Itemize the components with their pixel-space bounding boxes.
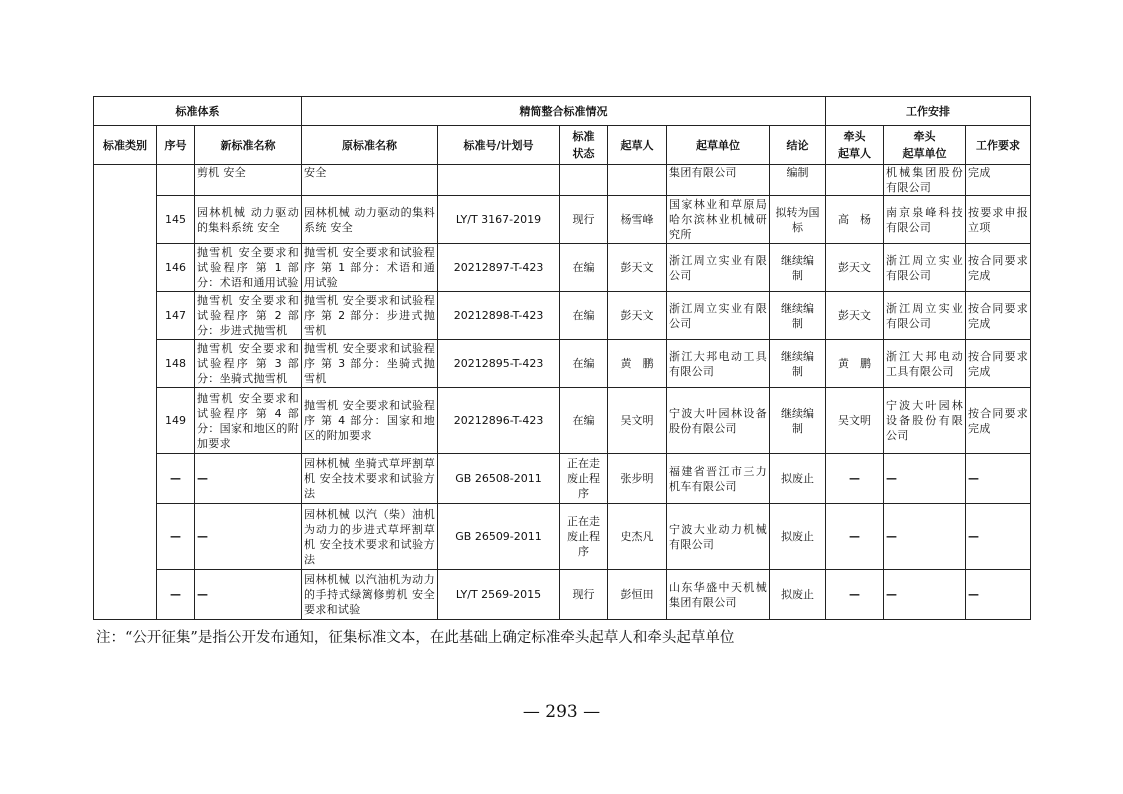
status-cell: 在编 [560, 388, 608, 454]
column-header: 新标准名称 [195, 126, 302, 165]
column-header: 牵头 起草单位 [884, 126, 966, 165]
standard-number-cell: LY/T 2569-2015 [438, 570, 560, 620]
column-header: 结论 [770, 126, 826, 165]
seq-cell: 145 [157, 196, 195, 244]
conclusion-cell: 继续编制 [770, 340, 826, 388]
seq-cell: 146 [157, 244, 195, 292]
original-standard-name-cell: 安全 [302, 165, 438, 196]
table-row [94, 244, 1031, 292]
seq-cell [157, 165, 195, 196]
drafting-unit-cell: 宁波大叶园林设备股份有限公司 [667, 388, 770, 454]
lead-unit-cell: 机械集团股份有限公司 [884, 165, 966, 196]
group-header-standard-system: 标准体系 [94, 97, 302, 126]
work-requirement-cell: 完成 [966, 165, 1031, 196]
column-header: 工作要求 [966, 126, 1031, 165]
status-cell: 在编 [560, 340, 608, 388]
conclusion-cell: 继续编制 [770, 292, 826, 340]
lead-unit-cell: 南京泉峰科技有限公司 [884, 196, 966, 244]
work-requirement-cell: 按要求申报立项 [966, 196, 1031, 244]
status-cell: 现行 [560, 196, 608, 244]
seq-cell: — [157, 454, 195, 504]
drafter-cell: 彭天文 [608, 244, 667, 292]
group-header-work-arrangement: 工作安排 [826, 97, 1031, 126]
group-header-consolidation: 精简整合标准情况 [302, 97, 826, 126]
lead-drafter-cell: 吴文明 [826, 388, 884, 454]
standard-number-cell: 20212896-T-423 [438, 388, 560, 454]
lead-drafter-cell: 彭天文 [826, 244, 884, 292]
drafting-unit-cell: 浙江大邦电动工具有限公司 [667, 340, 770, 388]
table-row [94, 388, 1031, 454]
original-standard-name-cell: 抛雪机 安全要求和试验程序 第 4 部分：国家和地区的附加要求 [302, 388, 438, 454]
new-standard-name-cell: 抛雪机 安全要求和试验程序 第 3 部分：坐骑式抛雪机 [195, 340, 302, 388]
drafter-cell: 史杰凡 [608, 504, 667, 570]
standard-number-cell: 20212897-T-423 [438, 244, 560, 292]
table-row [94, 504, 1031, 570]
column-header: 标准号/计划号 [438, 126, 560, 165]
drafting-unit-cell: 国家林业和草原局哈尔滨林业机械研究所 [667, 196, 770, 244]
drafter-cell: 吴文明 [608, 388, 667, 454]
table-row [94, 340, 1031, 388]
original-standard-name-cell: 抛雪机 安全要求和试验程序 第 2 部分：步进式抛雪机 [302, 292, 438, 340]
status-cell: 在编 [560, 244, 608, 292]
work-requirement-cell: 按合同要求完成 [966, 340, 1031, 388]
new-standard-name-cell: 园林机械 动力驱动的集料系统 安全 [195, 196, 302, 244]
new-standard-name-cell: 剪机 安全 [195, 165, 302, 196]
column-header: 起草人 [608, 126, 667, 165]
work-requirement-cell: 按合同要求完成 [966, 244, 1031, 292]
lead-drafter-cell: 高 杨 [826, 196, 884, 244]
drafter-cell: 彭天文 [608, 292, 667, 340]
original-standard-name-cell: 抛雪机 安全要求和试验程序 第 1 部分：术语和通用试验 [302, 244, 438, 292]
lead-unit-cell: 浙江周立实业有限公司 [884, 292, 966, 340]
new-standard-name-cell: 抛雪机 安全要求和试验程序 第 1 部分：术语和通用试验 [195, 244, 302, 292]
original-standard-name-cell: 园林机械 动力驱动的集料系统 安全 [302, 196, 438, 244]
drafter-cell: 黄 鹏 [608, 340, 667, 388]
status-cell: 在编 [560, 292, 608, 340]
group-header-row [94, 97, 1031, 126]
standards-table [93, 96, 1031, 620]
seq-cell: 147 [157, 292, 195, 340]
conclusion-cell: 继续编制 [770, 244, 826, 292]
column-header: 序号 [157, 126, 195, 165]
drafting-unit-cell: 山东华盛中天机械集团有限公司 [667, 570, 770, 620]
footnote: 注：“公开征集”是指公开发布通知，征集标准文本，在此基础上确定标准牵头起草人和牵头起草单位 [96, 630, 735, 646]
drafting-unit-cell: 浙江周立实业有限公司 [667, 292, 770, 340]
conclusion-cell: 拟转为国标 [770, 196, 826, 244]
lead-drafter-cell: 黄 鹏 [826, 340, 884, 388]
lead-drafter-cell: — [826, 570, 884, 620]
table-row [94, 196, 1031, 244]
work-requirement-cell: — [966, 504, 1031, 570]
lead-drafter-cell: 彭天文 [826, 292, 884, 340]
lead-unit-cell: 宁波大叶园林设备股份有限公司 [884, 388, 966, 454]
table-row [94, 292, 1031, 340]
new-standard-name-cell: 抛雪机 安全要求和试验程序 第 2 部分：步进式抛雪机 [195, 292, 302, 340]
status-cell: 现行 [560, 570, 608, 620]
status-cell: 正在走废止程序 [560, 454, 608, 504]
new-standard-name-cell: 抛雪机 安全要求和试验程序 第 4 部分：国家和地区的附加要求 [195, 388, 302, 454]
table-row [94, 570, 1031, 620]
standard-number-cell: GB 26509-2011 [438, 504, 560, 570]
new-standard-name-cell: — [195, 570, 302, 620]
work-requirement-cell: 按合同要求完成 [966, 388, 1031, 454]
standard-number-cell: LY/T 3167-2019 [438, 196, 560, 244]
status-cell [560, 165, 608, 196]
column-header-row [94, 126, 1031, 165]
column-header: 起草单位 [667, 126, 770, 165]
table-row [94, 165, 1031, 196]
lead-unit-cell: — [884, 570, 966, 620]
seq-cell: 149 [157, 388, 195, 454]
column-header: 原标准名称 [302, 126, 438, 165]
standard-number-cell: 20212895-T-423 [438, 340, 560, 388]
work-requirement-cell: — [966, 570, 1031, 620]
original-standard-name-cell: 园林机械 坐骑式草坪割草机 安全技术要求和试验方法 [302, 454, 438, 504]
column-header: 标准 状态 [560, 126, 608, 165]
seq-cell: — [157, 570, 195, 620]
drafter-cell: 彭恒田 [608, 570, 667, 620]
conclusion-cell: 编制 [770, 165, 826, 196]
standard-category-cell [94, 165, 157, 620]
lead-unit-cell: — [884, 454, 966, 504]
work-requirement-cell: 按合同要求完成 [966, 292, 1031, 340]
lead-drafter-cell: — [826, 504, 884, 570]
drafting-unit-cell: 宁波大业动力机械有限公司 [667, 504, 770, 570]
conclusion-cell: 继续编制 [770, 388, 826, 454]
conclusion-cell: 拟废止 [770, 504, 826, 570]
standard-number-cell: GB 26508-2011 [438, 454, 560, 504]
column-header: 标准类别 [94, 126, 157, 165]
drafting-unit-cell: 集团有限公司 [667, 165, 770, 196]
table-row [94, 454, 1031, 504]
original-standard-name-cell: 园林机械 以汽油机为动力的手持式绿篱修剪机 安全要求和试验 [302, 570, 438, 620]
new-standard-name-cell: — [195, 504, 302, 570]
column-header: 牵头 起草人 [826, 126, 884, 165]
seq-cell: — [157, 504, 195, 570]
original-standard-name-cell: 抛雪机 安全要求和试验程序 第 3 部分：坐骑式抛雪机 [302, 340, 438, 388]
lead-unit-cell: 浙江周立实业有限公司 [884, 244, 966, 292]
standard-number-cell: 20212898-T-423 [438, 292, 560, 340]
status-cell: 正在走废止程序 [560, 504, 608, 570]
standard-number-cell [438, 165, 560, 196]
page-number: — 293 — [522, 702, 601, 722]
drafting-unit-cell: 福建省晋江市三力机车有限公司 [667, 454, 770, 504]
drafting-unit-cell: 浙江周立实业有限公司 [667, 244, 770, 292]
new-standard-name-cell: — [195, 454, 302, 504]
lead-unit-cell: 浙江大邦电动工具有限公司 [884, 340, 966, 388]
drafter-cell [608, 165, 667, 196]
drafter-cell: 张步明 [608, 454, 667, 504]
lead-drafter-cell: — [826, 454, 884, 504]
conclusion-cell: 拟废止 [770, 570, 826, 620]
work-requirement-cell: — [966, 454, 1031, 504]
conclusion-cell: 拟废止 [770, 454, 826, 504]
table-body [94, 165, 1031, 620]
lead-unit-cell: — [884, 504, 966, 570]
original-standard-name-cell: 园林机械 以汽（柴）油机为动力的步进式草坪割草机 安全技术要求和试验方法 [302, 504, 438, 570]
drafter-cell: 杨雪峰 [608, 196, 667, 244]
lead-drafter-cell [826, 165, 884, 196]
seq-cell: 148 [157, 340, 195, 388]
